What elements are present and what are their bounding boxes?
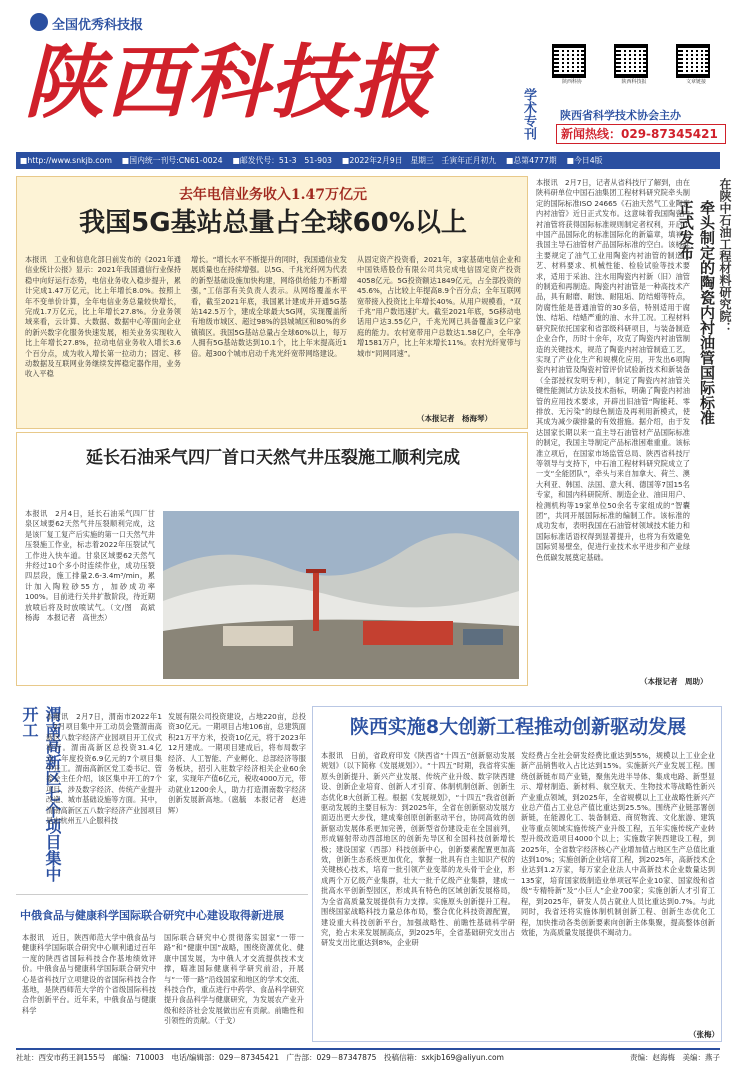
masthead [0, 0, 735, 150]
story-ceramic-kicker: 在陕中石油工程材料研究院： [718, 178, 732, 334]
qr-label: 陕西科协 [561, 79, 582, 85]
story-ceramic-body: 本报讯 2月7日，记者从省科技厅了解到，由在陕科研单位中国石油集团工程材料研究院牵头制定的国际标准ISO 24665《石油天然气工业陶瓷内衬油管》近日正式发布。这意味着我国陶瓷内衬油管将获得国际标准规则制定者权利，开启了中国产品国际化的标准国际化的新篇章，填补了我国主导石油管材产品国际标准的空白。该标准主要规定了油气工业用陶瓷内衬油管的制造工艺、材料要求、机械性能、检验试验等技术要求，适用于采油、注水用陶瓷内衬新（旧）油管的制造和再制造。陶瓷内衬油管是一种高技术产品，具有耐磨、耐蚀、耐阻垢、防结蜡等特点，防腐性能是普通油管的30多倍，特别适用于腐蚀、结垢、结蜡严重的油、水井工况。工程材料研究院依托国家和省部级科研项目，与装备制造企业合作，历时十余年，攻克了陶瓷内衬油管制造的关键技术，规范了陶瓷内衬油管制造工艺，实现了产业化生产和规模化应用，开发出6项陶瓷内衬油管及陶瓷衬管评价试验新技术和新装备（全部授权发明专利），制定了陶瓷内衬油管关键性能测试方法及技术指标，明确了陶瓷内衬油管的应用技术要求，开辟出旧油管“陶能耗、零排放、无污染”的绿色制造及再利用新模式，使其成为减少碳排量的有效措施。据介绍，由于发达国家长期以来一直主导石油管材产品国际标准的制定，我国主导制定产品标准困难重重。该标准立项后，在国家市场监管总局、陕西省科技厅等领导与支持下，中石油工程材料研究院成立了一支“全能团队”，牵头与来自加拿大、荷兰、澳大利亚、韩国、法国、意大利、德国等7国15名专家，和国内科研院所、制造企业、油田用户、检测机构等19家单位50余名专家组成的“智囊团”，共同开展国际标准的编制工作。该标准的成功发布，表明我国在石油管材领域技术能力和国际标准话语权得到显著提升，也将为有效避免国际贸易壁垒，促进行业技术水平进步和产业绿色低碳发展奠定基础。 [536, 178, 690, 562]
issn: ■国内统一刊号:CN61-0024 [121, 156, 223, 165]
story-weinan-col1: 本报讯 2月7日，渭南市2022年1－2月项目集中开工动员会暨渭南高新区八数字经济产业园项目开工仪式举行。渭南高新区总投资31.4亿元，年度投资6.9亿元的7个项目集中开工。渭南高新区党工委书记、管委会主任介绍，该区集中开工的7个项目，涉及数字经济、传统产业提升改造、城市基础设施等方面。其中，渭南高新区五八数字经济产业园项目是由杭州五八企服科技 [46, 712, 162, 826]
masthead-tagline: 全国优秀科技报 [52, 18, 144, 33]
photo-gas-well [163, 511, 519, 679]
story-innovation [312, 706, 722, 1042]
site-url[interactable]: ■http://www.snkjb.com [20, 156, 112, 165]
page-count: ■今日4版 [566, 156, 603, 165]
story-sino-headline: 中俄食品与健康科学国际联合研究中心建设取得新进展 [20, 909, 284, 922]
story-gas-body: 本报讯 2月4日，延长石油采气四厂甘泉区域要62天然气井压裂顺利完成，这是该厂复工复产后实施的第一口天然气井压裂施工作业，标志着2022年压裂试气工作进入快车道。甘泉区域要62天然气井经过10个多小时连续作业，成功压裂四层段，施工排量2.6-3.4m³/min，累计加入陶粒砂55方，加砂成功率100%。目前进行关井扩散阶段，待近期放喷后将及时放喷试气。（文/图 高斌 杨海 本报记者 高世杰） [25, 509, 163, 623]
issue-date: ■2022年2月9日 星期三 壬寅年正月初九 [342, 156, 497, 165]
story-sino-col2: 国际联合研究中心贯彻落实国家“一带一路”和“健康中国”战略，围绕资源优化、健康中国发展，为中俄人才交流提供技术支撑，瞄准国际健康科学研究前沿，开展与“一带一路”沿线国家和地区的学术交流、科技合作，重点进行中药学、食品科学研究提升食品科学与健康研究，为发展农产业升级和经济社会发展做出应有贡献。前瞻性和引领性的贡献。（于戈） [164, 933, 304, 1026]
story-5g-kicker: 去年电信业务收入1.47万亿元 [178, 187, 368, 203]
logo-mark-icon [30, 13, 48, 31]
qr-block [552, 44, 732, 85]
story-ceramic-headline: 牵头制定的陶瓷内衬油管国际标准正式发布 [677, 200, 716, 425]
footer-address: 社址：西安市药王洞155号 邮编：710003 电话/编辑部：029－87345421 广告部：029－87347875 投稿信箱：sxkjb169@aliyun.com [16, 1053, 504, 1062]
issue-number: ■总第4777期 [506, 156, 557, 165]
qr-label: 陕西科技报 [621, 79, 647, 85]
masthead-hotline: 新闻热线：029-87345421 [556, 124, 726, 144]
masthead-edition: 学术专刊 [521, 88, 536, 140]
story-5g [16, 176, 528, 429]
story-sino-russia [16, 894, 308, 1042]
story-weinan-headline: 渭南高新区七个项目集中开工 [20, 706, 62, 882]
story-gas-well [16, 432, 528, 686]
post-code: ■邮发代号：51-3 51-903 [232, 156, 333, 165]
story-5g-col1: 本报讯 工业和信息化部日前发布的《2021年通信业统计公报》显示：2021年我国通信行业保持稳中向好运行态势，电信业务收入稳步提升，累计完成1.47万亿元，比上年增长8.0%。按照上年不变单价计算，全年电信业务总量较快增长，完成1.7万亿元，比上年增长27.8%。分业务领域来看，云计算、大数据、数据中心等面向企业的新兴数字化服务快速发展，相关业务实现收入比上年增长27.8%，拉动电信业务收入增长3.6个百分点，成为收入增长第一拉动力；固定、移动数据及互联网业务继续发挥稳定器作用，业务收入平稳 [25, 255, 181, 379]
story-ceramic-title [677, 178, 734, 428]
story-innov-byline: （张梅） [689, 1030, 719, 1039]
story-5g-byline: （本报记者 杨海琴） [417, 414, 492, 423]
qr-label: 文章链接 [685, 79, 706, 85]
footer [16, 1048, 720, 1066]
masthead-title: 陕西科技报 [24, 35, 434, 129]
story-5g-headline: 我国5G基站总量占全球60%以上 [79, 208, 467, 238]
story-innov-col2: 发经费占全社会研发经费比重达到55%，规模以上工业企业新产品销售收入占比达到15%。实施新兴产业发展工程。围绕创新链布局产业链，聚焦先进半导体、集成电路、新型显示、增材制造、新材料、航空航天、生物技术等战略性新兴产业重点领域，到2025年，全省规模以上工业战略性新兴产业总产值占工业总产值比重达到25.5%。围绕产业链部署创新链，在能源化工、装备制造、商贸物流、文化旅游、建筑业等重点领域实施传统产业升级工程，五年实施传统产业转型升级改造项目4000个以上；实施数字陕西建设工程，到2025年，全省数字经济核心产业增加值占地区生产总值比重达到10%；实施创新企业培育工程，到2025年，高新技术企业达到1.2万家，每万家企业法人中高新技术企业数量达到135家，培育国家级制造业单项冠军企业10家、国家级和省级“专精特新”及“小巨人”企业700家；实施创新人才引育工程，到2025年，研发人员占就业人员比重达到0.7%。与此同时，我省还将实施体制机制创新工程、创新生态优化工程，加快推动各类创新要素向创新主体集聚，提高整体创新效能，为高质量发展提供不竭动力。 [521, 751, 715, 937]
story-5g-col2: 增长。“增长水平不断提升的同时，我国通信业发展质量也在持续增强。以5G、千兆光纤网为代表的新型基础设施加快构建，网络供给能力不断增强，”工信部有关负责人表示。从网络覆盖水平看，截至2021年底，我国累计建成并开通5G基站142.5万个，建成全球最大5G网，实现覆盖所有地级市城区、超过98%的县城城区和80%的乡镇镇区。我国5G基站总量占全球60%以上，每万人拥有5G基站数达到10.1个，比上年末提高近1倍。超300个城市启动千兆光纤宽带网络建设。 [191, 255, 347, 358]
qr-code-icon [614, 44, 648, 78]
qr-code-icon [676, 44, 710, 78]
qr-code-icon [552, 44, 586, 78]
story-5g-col3: 从固定资产投资看，2021年，3家基础电信企业和中国铁塔股份有限公司共完成电信固定资产投资4058亿元。5G投资额达1849亿元，占全部投资的45.6%，占比较上年提高8.9个百分点；全年互联网宽带接入投资比上年增长40%。从用户规模看，“双千兆”用户数迅速扩大。截至2021年底，5G移动电话用户达3.55亿户，千兆光网已具备覆盖3亿户家庭的能力。农村宽带用户总数达1.58亿户，全年净增1581万户，比上年末增长11%。农村光纤宽带与城市“同网同速”。 [357, 255, 521, 358]
story-innov-headline: 陕西实施8大创新工程推动创新驱动发展 [349, 716, 687, 738]
story-weinan-col2: 发展有限公司投资建设，占地220亩，总投资30亿元。一期项目占地106亩，总建筑面积21万平方米，投资10亿元，将于2023年12月建成。一期项目建成后，将布局数字经济、人工智能、产业孵化、总部经济等服务板块，招引入驻数字经济相关企业60余家，实现年产值6亿元，税收4000万元，带动就业1200余人，助力打造渭南数字经济创新发展新高地。（扈毓 本报记者 赵进辉） [168, 712, 306, 815]
story-innov-col1: 本报讯 日前，省政府印发《陕西省“十四五”创新驱动发展规划》（以下简称《发展规划》）。“十四五”时期，我省将实施原头创新提升、新兴产业发展、传统产业升级、数字陕西建设、创新企业培育、创新人才引育、体制机制创新、创新生态优化8大创新工程。根据《发展规划》，“十四五”我省创新驱动发展的主要目标为：到2025年，全省在创新驱动发展方面迈出更大步伐，建成秦创原创新驱动平台，协同高效的创新驱动发展体系更加完善，创新型省份建设走在全国前列，形成辐射带动西部地区的创新先导区和全国科技创新增长极；建设国家（西部）科技创新中心，创新要素配置更加高效，创新生态系统更加优化，掌握一批具有自主知识产权的关键核心技术，培育一批引领产业变革的龙头骨干企业，形成两个万亿级产业集群，壮大一批千亿级产业集群，建成一批高水平创新型园区，形成具有特色的区域创新发展格局，为全省高质量发展提供有力支撑。实施原头创新提升工程。围绕国家战略科技力量总体布局，整合优化科技资源配置，建设重大科技创新平台，加强战略性、前瞻性基础科学研究，抢占未来发展制高点，到2025年，全省基础研究支出占研发支出比重达到8%，企业研 [321, 751, 515, 948]
story-sino-col1: 本报讯 近日，陕西师范大学中俄食品与健康科学国际联合研究中心顺利通过百年一度的陕西省国际科技合作基地绩效评价。中俄食品与健康科学国际联合研究中心是省科技厅立项建设的省国际科技合作基地，是陕西师范大学的个省级国际科技合作创新平台。近年来，中俄食品与健康科学 [22, 933, 156, 1015]
footer-editors: 责编：赵海梅 美编：燕子 [630, 1053, 720, 1062]
story-gas-headline: 延长石油采气四厂首口天然气井压裂施工顺利完成 [86, 448, 460, 468]
info-bar [16, 152, 720, 169]
story-ceramic-byline: （本报记者 周助） [640, 677, 708, 686]
masthead-sponsor: 陕西省科学技术协会主办 [560, 109, 681, 122]
